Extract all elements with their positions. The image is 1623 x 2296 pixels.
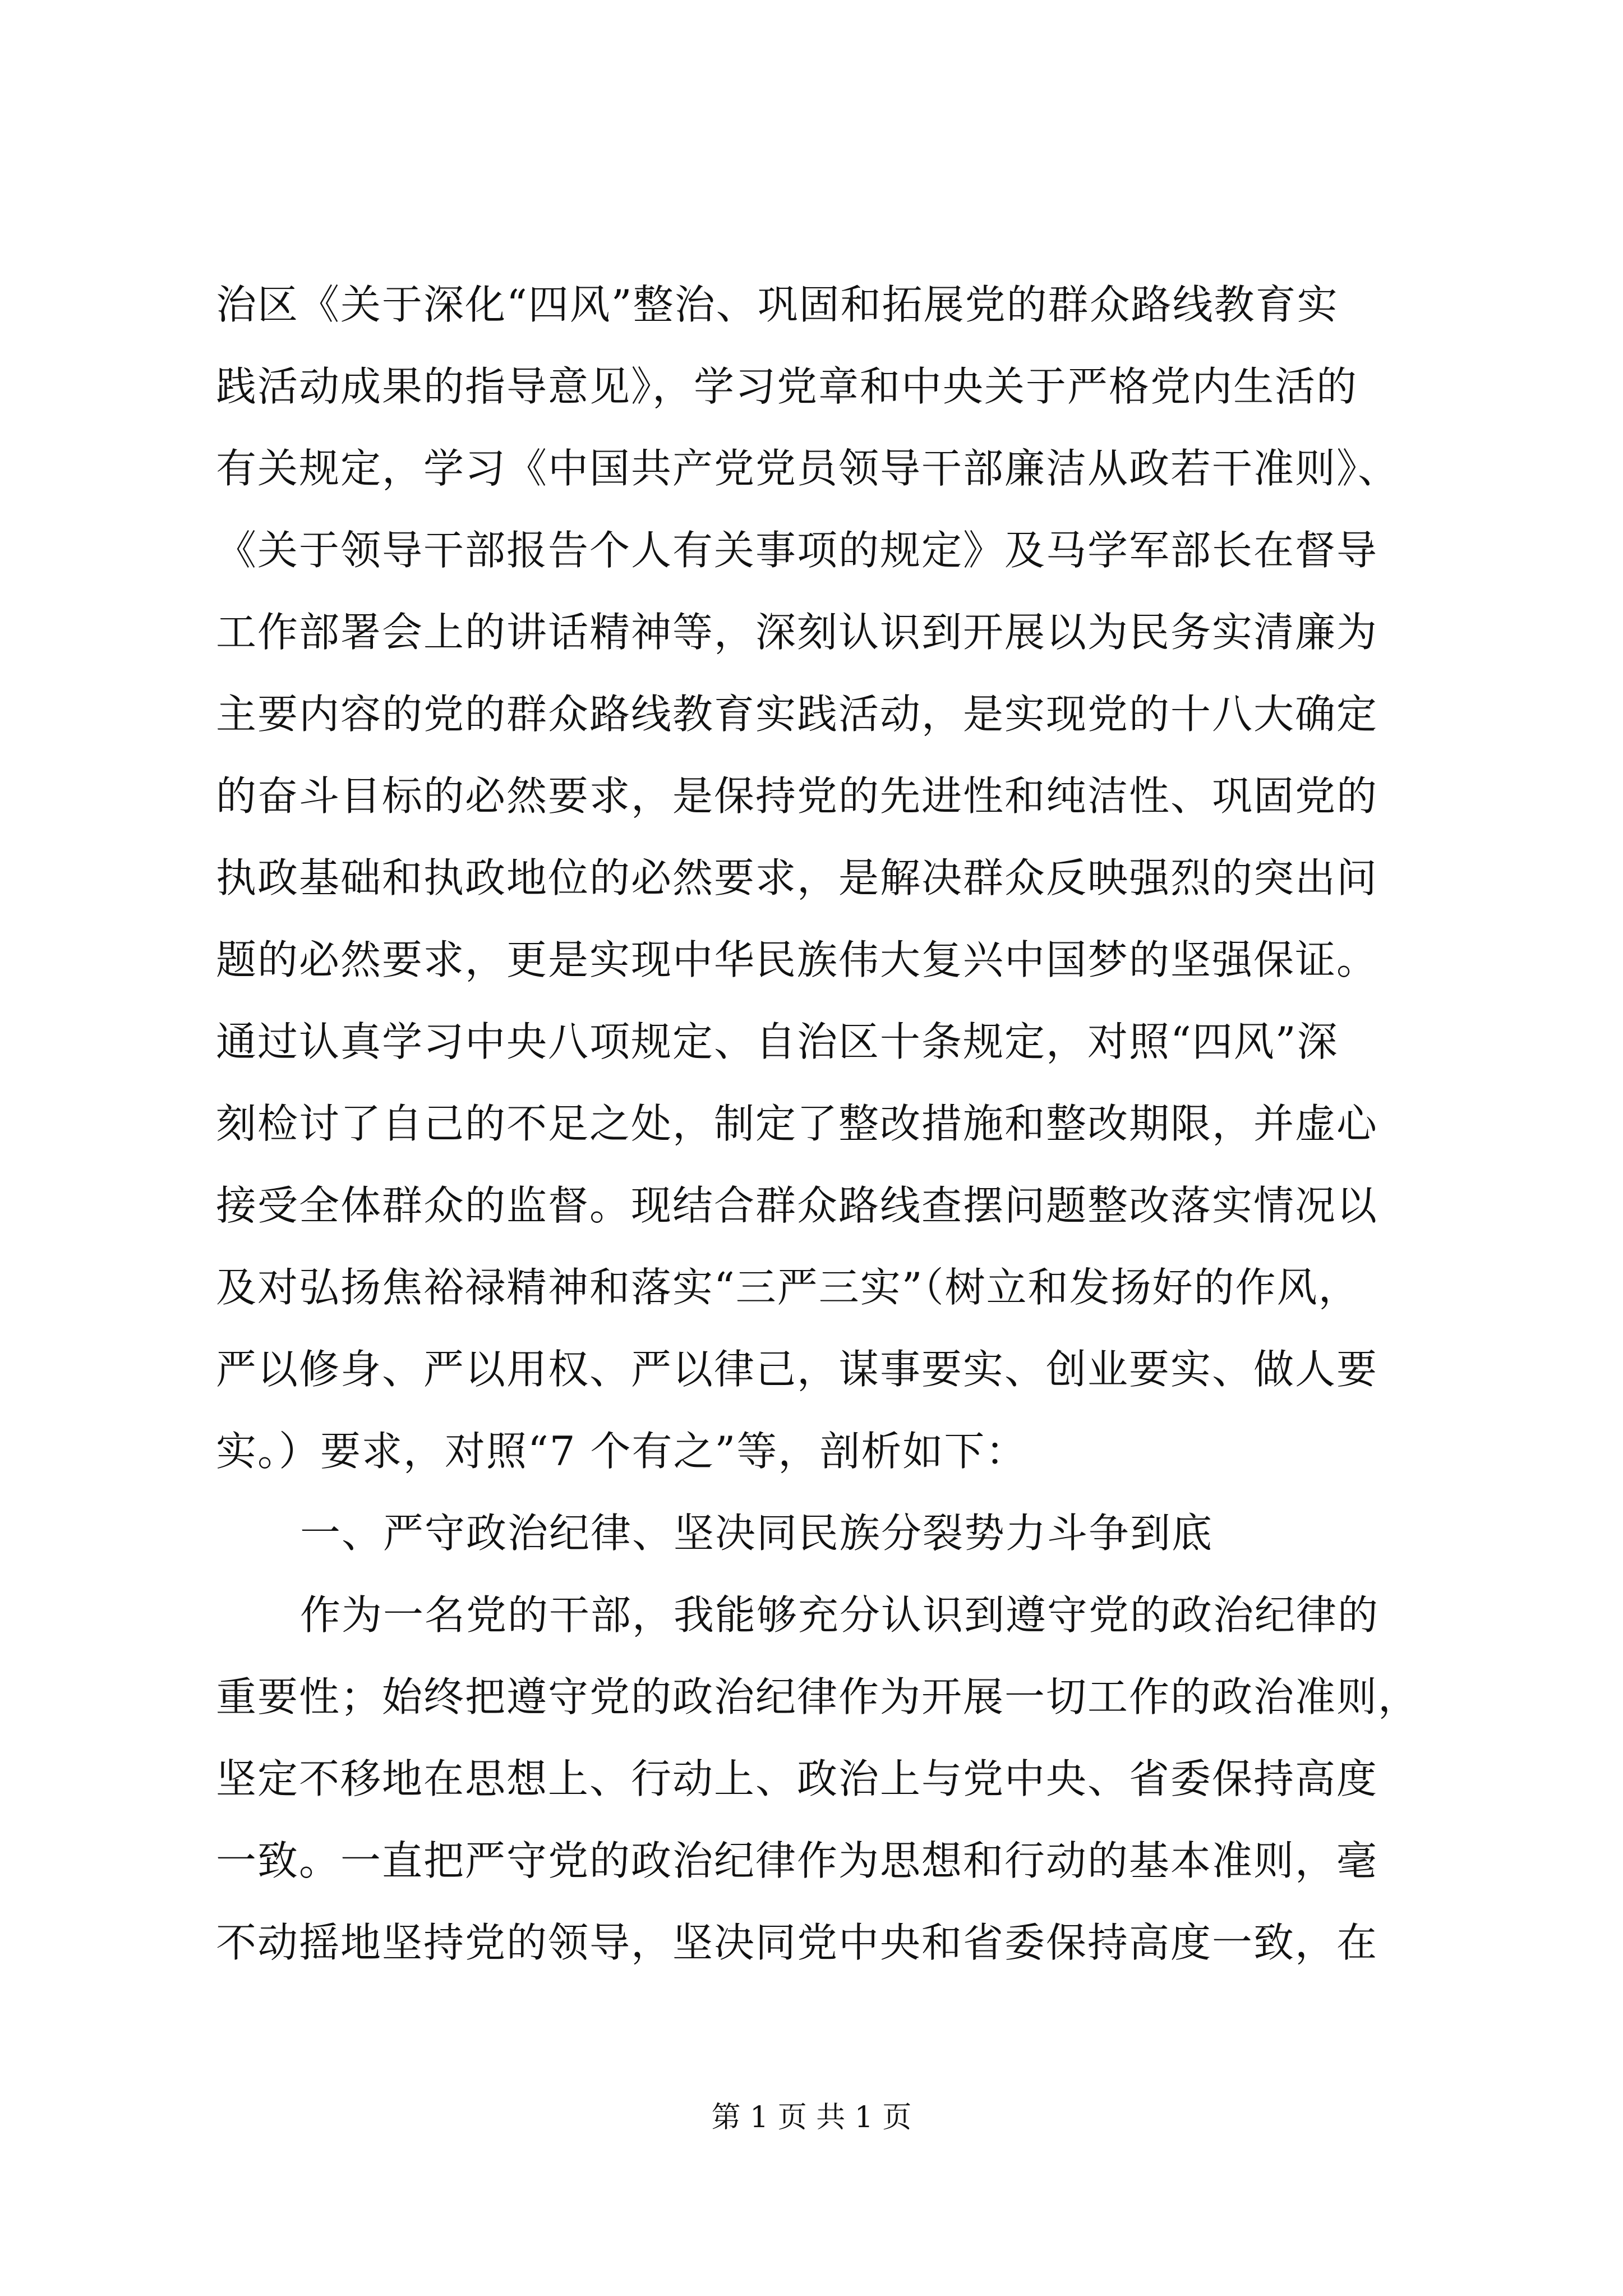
text-line: 重要性；始终把遵守党的政治纪律作为开展一切工作的政治准则， <box>216 1673 1420 1720</box>
text-line: 执政基础和执政地位的必然要求，是解决群众反映强烈的突出问 <box>216 854 1378 901</box>
text-line: 题的必然要求，更是实现中华民族伟大复兴中国梦的坚强保证。 <box>216 936 1378 983</box>
text-line: 作为一名党的干部，我能够充分认识到遵守党的政治纪律的 <box>300 1591 1380 1639</box>
text-line: 的奋斗目标的必然要求，是保持党的先进性和纯洁性、巩固党的 <box>216 772 1378 820</box>
text-line: 一致。一直把严守党的政治纪律作为思想和行动的基本准则，毫 <box>216 1837 1378 1884</box>
text-line: 刻检讨了自己的不足之处，制定了整改措施和整改期限，并虚心 <box>216 1100 1378 1147</box>
text-line: 有关规定，学习《中国共产党党员领导干部廉洁从政若干准则》、 <box>216 445 1400 492</box>
text-line: 不动摇地坚持党的领导，坚决同党中央和省委保持高度一致，在 <box>216 1919 1378 1966</box>
page-number: 第 1 页 共 1 页 <box>711 2101 912 2134</box>
text-line: 坚定不移地在思想上、行动上、政治上与党中央、省委保持高度 <box>216 1755 1378 1802</box>
text-line: 治区《关于深化“四风”整治、巩固和拓展党的群众路线教育实 <box>216 281 1339 328</box>
text-line: 工作部署会上的讲话精神等，深刻认识到开展以为民务实清廉为 <box>216 609 1378 656</box>
section-heading: 一、严守政治纪律、坚决同民族分裂势力斗争到底 <box>300 1510 1214 1557</box>
text-line: 《关于领导干部报告个人有关事项的规定》及马学军部长在督导 <box>216 527 1378 574</box>
text-line: 严以修身、严以用权、严以律己，谋事要实、创业要实、做人要 <box>216 1346 1378 1393</box>
text-line: 通过认真学习中央八项规定、自治区十条规定，对照“四风”深 <box>216 1018 1339 1065</box>
document-body <box>216 264 1472 1984</box>
page-footer <box>0 2098 1623 2137</box>
text-line: 践活动成果的指导意见》，学习党章和中央关于严格党内生活的 <box>216 363 1358 410</box>
text-line: 实。）要求，对照“7 个有之”等，剖析如下： <box>216 1428 1027 1475</box>
text-line: 主要内容的党的群众路线教育实践活动，是实现党的十八大确定 <box>216 691 1378 738</box>
text-line: 接受全体群众的监督。现结合群众路线查摆问题整改落实情况以 <box>216 1182 1378 1229</box>
text-line: 及对弘扬焦裕禄精神和落实“三严三实”（树立和发扬好的作风， <box>216 1264 1360 1311</box>
